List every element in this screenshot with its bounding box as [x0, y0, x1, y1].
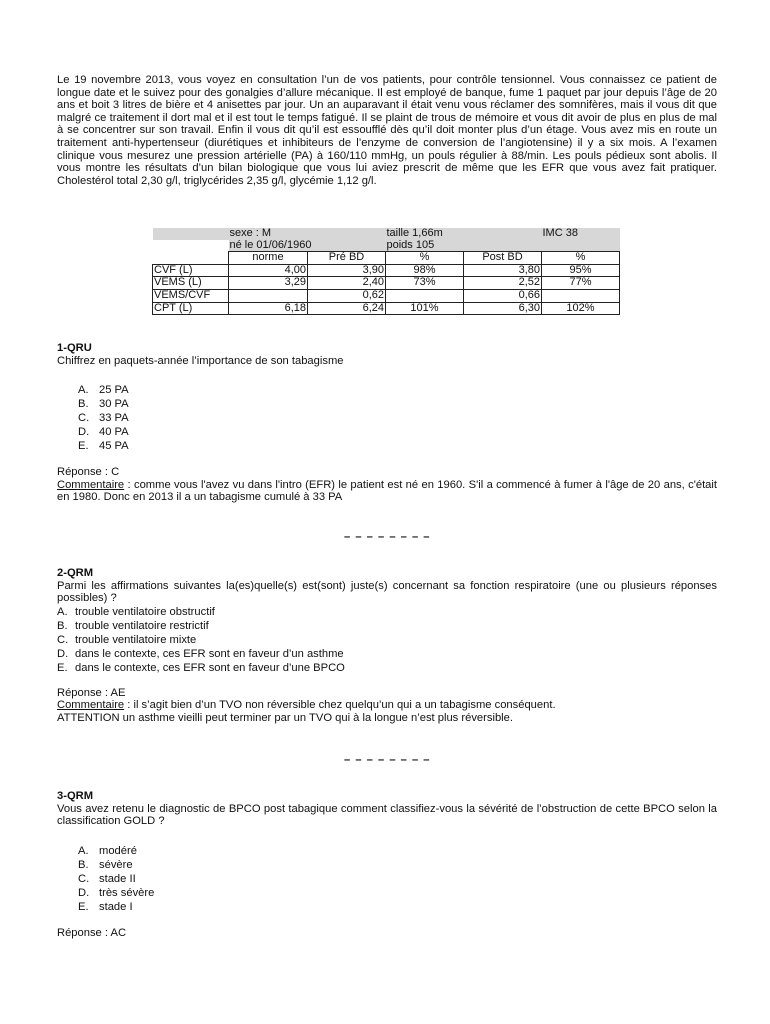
question-text: Chiffrez en paquets-année l’importance de son tabagisme — [57, 354, 344, 367]
table-cell: 3,80 — [464, 264, 542, 277]
table-cell: 2,40 — [308, 277, 386, 290]
column-header: % — [542, 252, 620, 265]
option-item: D. dans le contexte, ces EFR sont en faveur d’un asthme — [57, 647, 344, 660]
patient-height: taille 1,66m — [386, 228, 542, 240]
patient-bmi: IMC 38 — [542, 228, 620, 240]
table-cell: 0,66 — [464, 289, 542, 302]
commentary-warning: ATTENTION un asthme vieilli peut terminer par un TVO qui à la longue n’est plus réversible. — [57, 711, 513, 724]
table-cell: 3,90 — [308, 264, 386, 277]
option-item: B. trouble ventilatoire restrictif — [57, 619, 209, 632]
answer-text: Réponse : AE — [57, 686, 126, 699]
table-header-row — [153, 252, 620, 265]
intro-paragraph: Le 19 novembre 2013, vous voyez en consultation l’un de vos patients, pour contrôle tensionnel. Vous connaissez ce patient de longue date et le suivez pour des gonalgies d’allure mécanique. Il est employé de banque, fume 1 paquet par jour depuis l’âge de 20 ans et boit 3 litres de bière et 4 anisettes par jour. Un an auparavant il était venu vous réclamer des somnifères, mais il vous dit que malgré ce traitement il dort mal et il est tout le temps fatigué. Il se plaint de trous de mémoire et vous dit avoir de plus en plus de mal à se concentrer sur son travail. Enfin il vous dit qu’il est essoufflé dès qu’il doit monter plus d’un étage. Vous avez mis en route un traitement anti-hypertenseur (diurétiques et inhibiteurs de l’enzyme de conversion de l’angiotensine) il y a six mois. A l’examen clinique vous mesurez une pression artérielle (PA) à 160/110 mmHg, un pouls régulier à 88/min. Les pouls pédieux sont abolis. Il vous montre les résultats d’un bilan biologique que vous lui aviez prescrit de même que les EFR que vous avez fait pratiquer. Cholestérol total 2,30 g/l, triglycérides 2,35 g/l, glycémie 1,12 g/l. — [57, 74, 717, 187]
option-item: C. 33 PA — [78, 412, 129, 425]
option-item: B. sévère — [78, 858, 133, 871]
table-cell: 98% — [386, 264, 464, 277]
option-item: C. stade II — [78, 872, 136, 885]
table-cell: 101% — [386, 302, 464, 315]
commentary-label: Commentaire — [57, 478, 125, 491]
table-cell: VEMS/CVF — [153, 289, 229, 302]
option-item: D. 40 PA — [78, 426, 129, 439]
patient-efr-table — [152, 228, 620, 315]
table-cell: VEMS (L) — [153, 277, 229, 290]
commentary — [57, 479, 717, 504]
option-item: E. 45 PA — [78, 440, 129, 453]
column-header: % — [386, 252, 464, 265]
option-item: D. très sévère — [78, 886, 155, 899]
question-2 — [57, 567, 717, 725]
question-title: 3-QRM — [57, 790, 94, 802]
option-item: A. trouble ventilatoire obstructif — [57, 605, 215, 618]
column-header: Post BD — [464, 252, 542, 265]
table-cell: 73% — [386, 277, 464, 290]
option-item: E. stade I — [78, 900, 133, 913]
question-title: 2-QRM — [57, 567, 94, 579]
commentary-text: : comme vous l'avez vu dans l'intro (EFR) le patient est né en 1960. S'il a commencé à fumer à l'âge de 20 ans, c'était en 1980. Donc en 2013 il a un tabagisme cumulé à 33 PA — [57, 478, 717, 504]
table-cell — [542, 289, 620, 302]
table-cell — [386, 289, 464, 302]
question-title: 1-QRU — [57, 342, 92, 354]
patient-birthdate: né le 01/06/1960 — [229, 240, 386, 252]
table-row — [153, 289, 620, 302]
answer-text: Réponse : AC — [57, 926, 127, 939]
table-row — [153, 302, 620, 315]
table-row — [153, 277, 620, 290]
patient-info-row — [153, 240, 620, 252]
table-cell: 102% — [542, 302, 620, 315]
option-item: B. 30 PA — [78, 398, 129, 411]
table-cell: CPT (L) — [153, 302, 229, 315]
question-text: Parmi les affirmations suivantes la(es)quelle(s) est(sont) juste(s) concernant sa fonction respiratoire (une ou plusieurs réponses possibles) ? — [57, 579, 717, 605]
patient-sex: sexe : M — [229, 228, 386, 240]
patient-info-row — [153, 228, 620, 240]
question-text: Vous avez retenu le diagnostic de BPCO post tabagique comment classifiez-vous la sévérité de l’obstruction de cette BPCO selon la classification GOLD ? — [57, 802, 717, 828]
table-cell — [229, 289, 308, 302]
table-cell: 2,52 — [464, 277, 542, 290]
option-item: A. 25 PA — [78, 384, 129, 397]
separator: – – – – – – – – — [344, 531, 431, 543]
option-list — [57, 605, 717, 675]
option-item: E. dans le contexte, ces EFR sont en faveur d’une BPCO — [57, 661, 345, 674]
table-cell: 4,00 — [229, 264, 308, 277]
patient-weight: poids 105 — [386, 240, 620, 252]
option-item: A. modéré — [78, 844, 137, 857]
question-1 — [57, 342, 717, 504]
table-cell: 0,62 — [308, 289, 386, 302]
table-cell: 6,30 — [464, 302, 542, 315]
column-header: Pré BD — [308, 252, 386, 265]
commentary — [57, 699, 717, 712]
option-item: C. trouble ventilatoire mixte — [57, 633, 197, 646]
option-list — [78, 844, 717, 914]
table-cell: 6,18 — [229, 302, 308, 315]
table-cell: CVF (L) — [153, 264, 229, 277]
column-header: norme — [229, 252, 308, 265]
table-row — [153, 264, 620, 277]
table-cell: 3,29 — [229, 277, 308, 290]
table-cell: 77% — [542, 277, 620, 290]
commentary-label: Commentaire — [57, 699, 125, 712]
answer-text: Réponse : C — [57, 466, 120, 479]
table-cell: 6,24 — [308, 302, 386, 315]
commentary-text: : il s’agit bien d’un TVO non réversible chez quelqu’un qui a un tabagisme conséquent. — [124, 699, 556, 712]
option-list — [78, 383, 717, 453]
question-3 — [57, 790, 717, 939]
separator: – – – – – – – – — [344, 754, 431, 766]
table-cell: 95% — [542, 264, 620, 277]
